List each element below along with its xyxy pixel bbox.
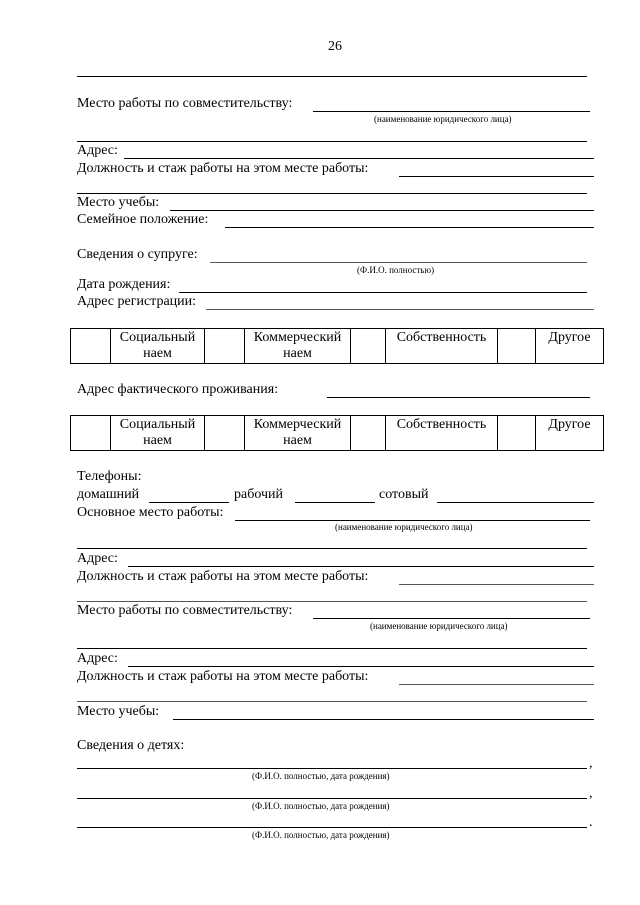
actual-housing-table [70, 415, 604, 451]
checkbox-commercial[interactable] [205, 416, 245, 451]
child-field[interactable] [77, 768, 587, 769]
home-phone-field[interactable] [149, 502, 229, 503]
marital-field[interactable] [225, 227, 594, 228]
child-caption: (Ф.И.О. полностью, дата рождения) [252, 830, 390, 840]
registration-housing-table [70, 328, 604, 364]
checkbox-social[interactable] [71, 416, 111, 451]
children-label: Сведения о детях: [77, 738, 185, 753]
checkbox-ownership[interactable] [351, 329, 386, 364]
spouse-label: Сведения о супруге: [77, 247, 198, 262]
position-field[interactable] [399, 584, 594, 585]
actual-address-label: Адрес фактического проживания: [77, 382, 279, 397]
address-field[interactable] [128, 666, 594, 667]
child-field[interactable] [77, 827, 587, 828]
study-field[interactable] [173, 719, 594, 720]
position-field[interactable] [399, 176, 594, 177]
option-social-rent: Социальный наем [111, 416, 205, 451]
second-job-field[interactable] [313, 618, 590, 619]
main-job-caption: (наименование юридического лица) [335, 522, 473, 532]
second-job-caption: (наименование юридического лица) [370, 621, 508, 631]
option-commercial-rent: Коммерческий наем [245, 416, 351, 451]
blank-line[interactable] [77, 76, 587, 77]
spouse-name-caption: (Ф.И.О. полностью) [357, 265, 435, 275]
checkbox-ownership[interactable] [351, 416, 386, 451]
second-job-label: Место работы по совместительству: [77, 96, 293, 111]
address-field[interactable] [124, 158, 594, 159]
study-label: Место учебы: [77, 704, 160, 719]
second-job-caption: (наименование юридического лица) [374, 114, 512, 124]
blank-line[interactable] [77, 701, 587, 702]
work-phone-field[interactable] [295, 502, 375, 503]
registration-field[interactable] [206, 309, 594, 310]
study-label: Место учебы: [77, 195, 160, 210]
option-commercial-rent: Коммерческий наем [245, 329, 351, 364]
blank-line[interactable] [77, 548, 587, 549]
line-end-comma: , [589, 786, 593, 801]
main-job-label: Основное место работы: [77, 505, 224, 520]
position-label: Должность и стаж работы на этом месте работы: [77, 161, 369, 176]
phones-label: Телефоны: [77, 469, 142, 484]
spouse-name-field[interactable] [210, 262, 587, 263]
study-field[interactable] [170, 210, 594, 211]
page-number: 26 [328, 39, 342, 54]
option-ownership: Собственность [386, 329, 498, 364]
address-label: Адрес: [77, 551, 118, 566]
checkbox-commercial[interactable] [205, 329, 245, 364]
position-label: Должность и стаж работы на этом месте работы: [77, 669, 369, 684]
checkbox-other[interactable] [498, 329, 536, 364]
registration-label: Адрес регистрации: [77, 294, 197, 309]
work-phone-label: рабочий [234, 487, 283, 502]
mobile-phone-label: сотовый [379, 487, 429, 502]
option-other: Другое [536, 416, 604, 451]
address-field[interactable] [128, 566, 594, 567]
checkbox-social[interactable] [71, 329, 111, 364]
second-job-label: Место работы по совместительству: [77, 603, 293, 618]
line-end-period: . [589, 815, 593, 830]
main-job-field[interactable] [235, 520, 590, 521]
mobile-phone-field[interactable] [437, 502, 594, 503]
blank-line[interactable] [77, 193, 587, 194]
option-ownership: Собственность [386, 416, 498, 451]
second-job-field[interactable] [313, 111, 590, 112]
child-caption: (Ф.И.О. полностью, дата рождения) [252, 801, 390, 811]
child-caption: (Ф.И.О. полностью, дата рождения) [252, 771, 390, 781]
line-end-comma: , [589, 756, 593, 771]
child-field[interactable] [77, 798, 587, 799]
position-field[interactable] [399, 684, 594, 685]
blank-line[interactable] [77, 648, 587, 649]
actual-address-field[interactable] [327, 397, 590, 398]
address-label: Адрес: [77, 143, 118, 158]
option-social-rent: Социальный наем [111, 329, 205, 364]
blank-line[interactable] [77, 141, 587, 142]
home-phone-label: домашний [77, 487, 140, 502]
marital-label: Семейное положение: [77, 212, 209, 227]
blank-line[interactable] [77, 601, 587, 602]
birth-date-field[interactable] [179, 292, 587, 293]
address-label: Адрес: [77, 651, 118, 666]
option-other: Другое [536, 329, 604, 364]
birth-date-label: Дата рождения: [77, 277, 171, 292]
position-label: Должность и стаж работы на этом месте работы: [77, 569, 369, 584]
checkbox-other[interactable] [498, 416, 536, 451]
